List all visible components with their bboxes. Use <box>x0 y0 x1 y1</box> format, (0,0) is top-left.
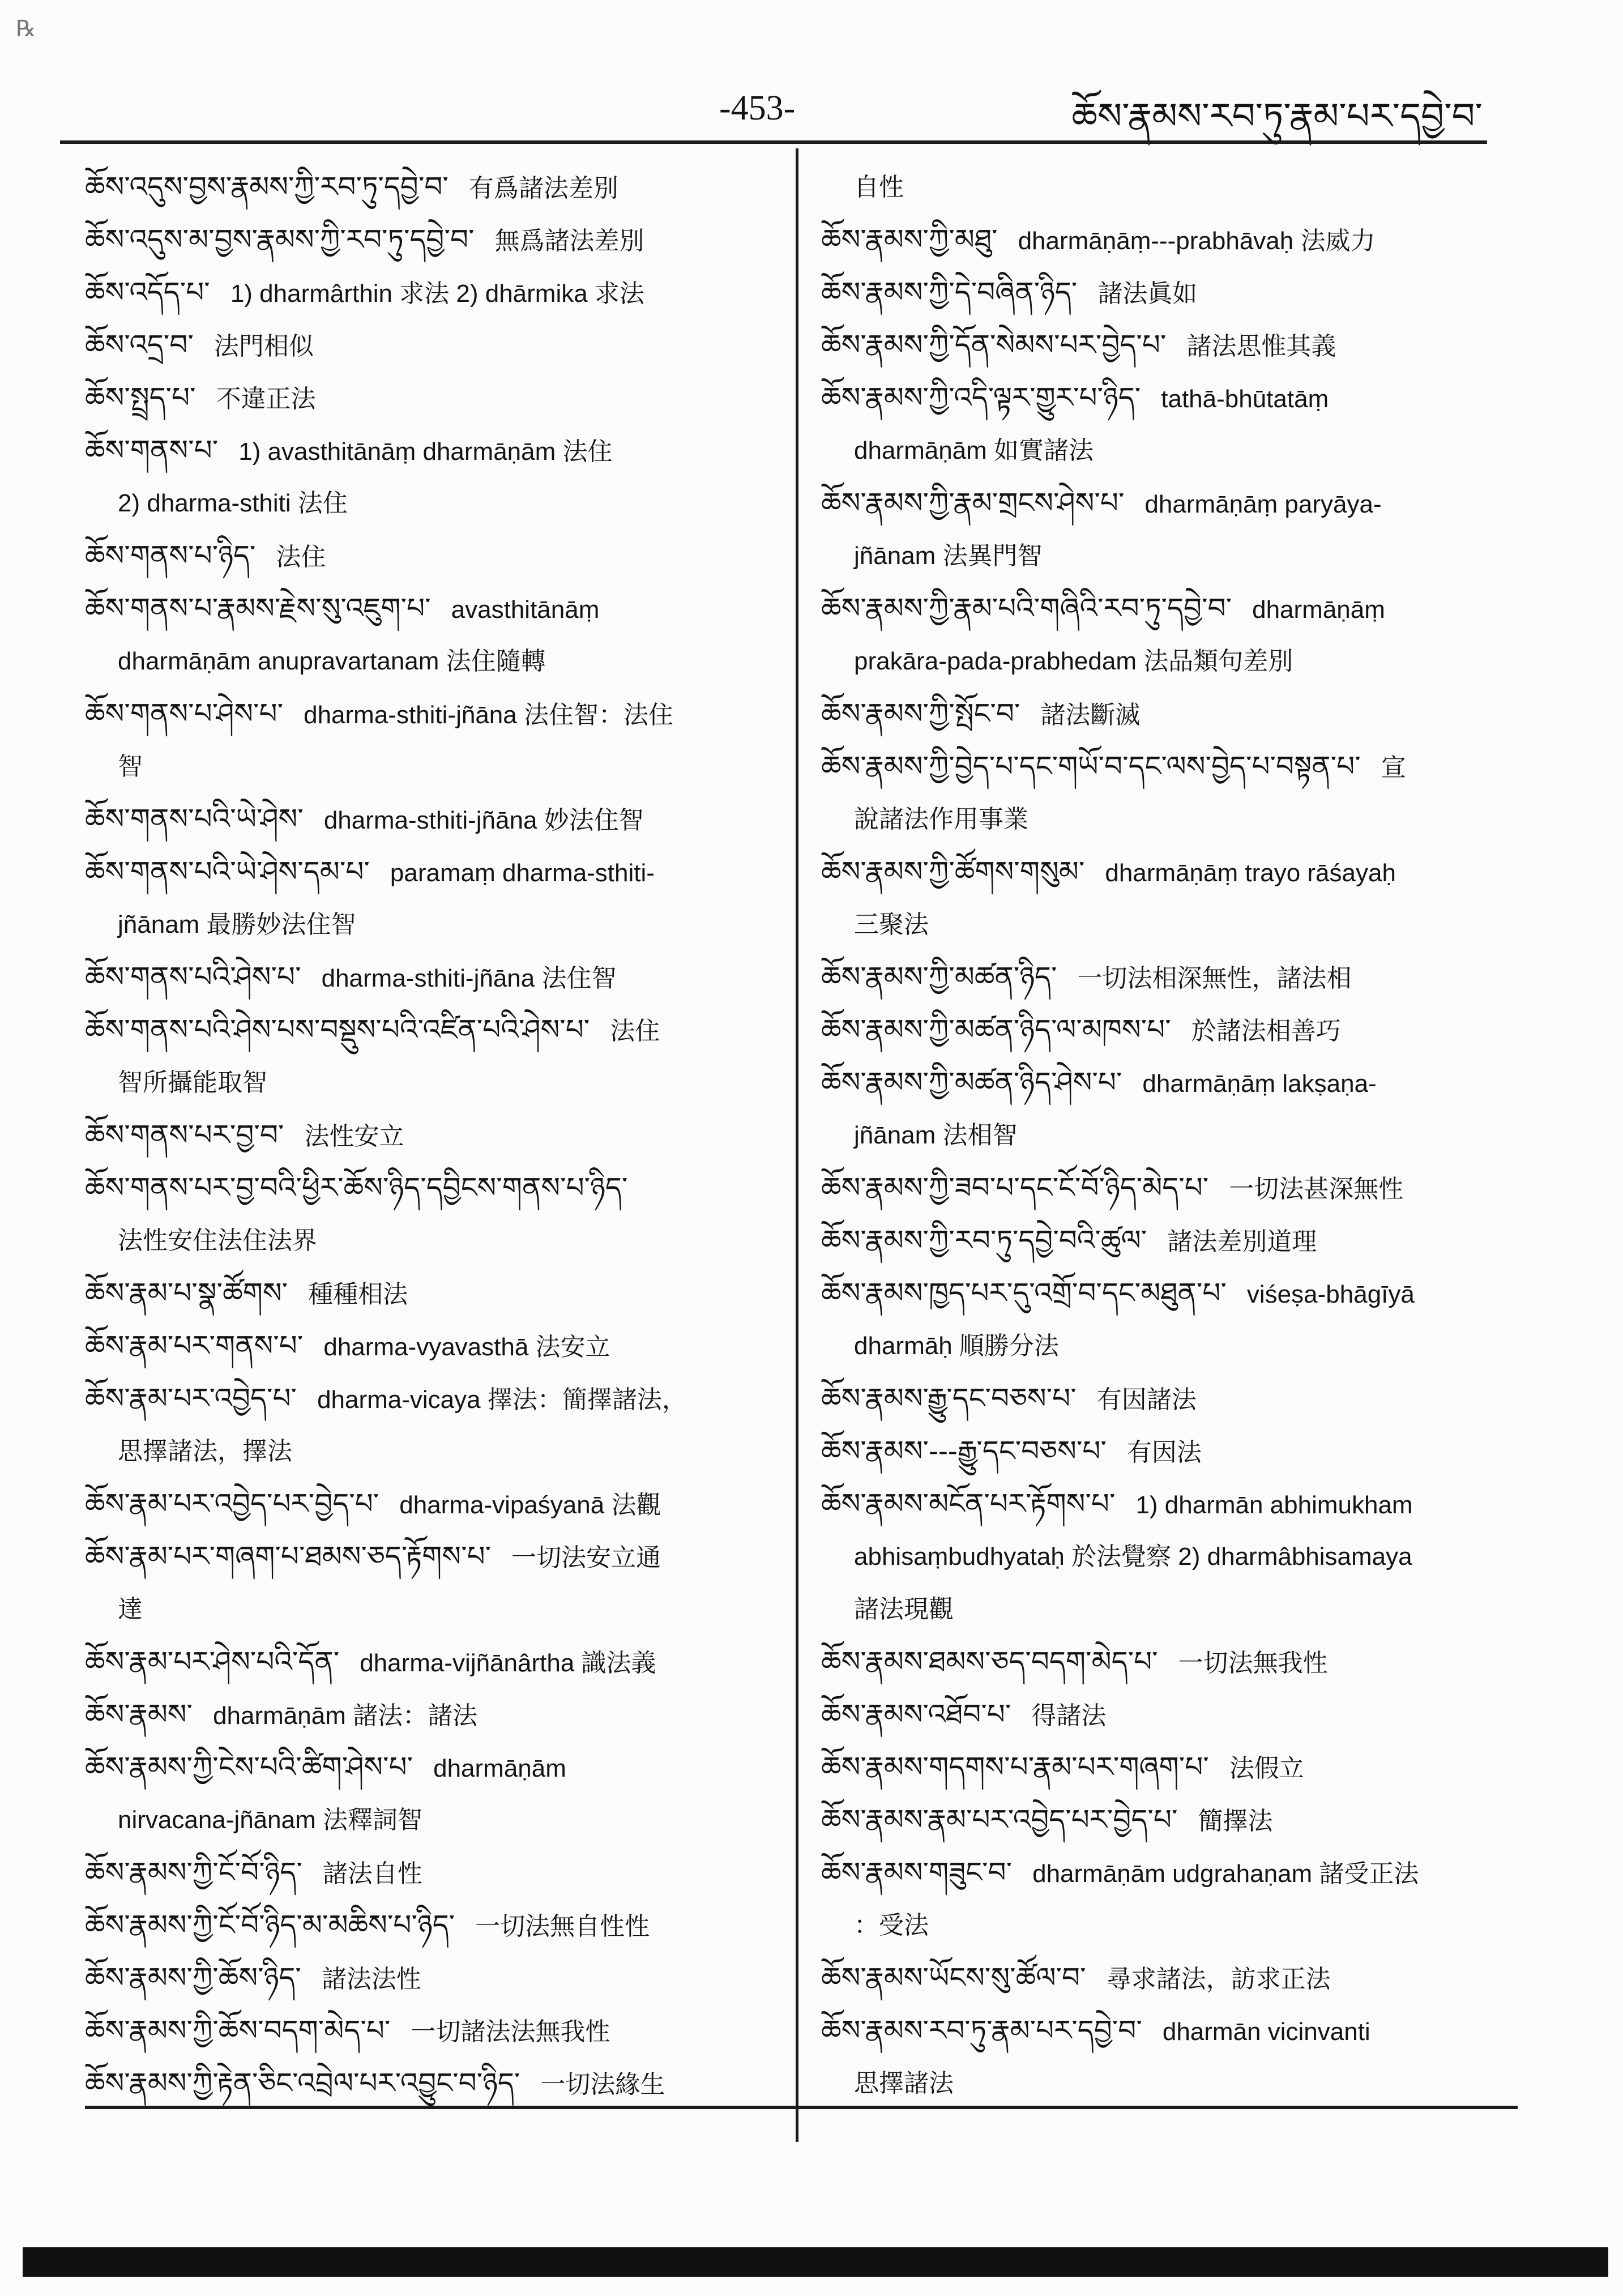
dictionary-entry <box>85 1530 776 1583</box>
dictionary-entry <box>821 477 1512 530</box>
entry-continuation <box>821 424 1512 477</box>
dictionary-entry <box>85 319 776 372</box>
entry-continuation <box>821 1899 1512 1952</box>
entry-gloss: dharmāṇāṃ lakṣaṇa- <box>1142 1070 1377 1098</box>
entry-continuation <box>85 1794 776 1846</box>
dictionary-entry <box>821 1162 1512 1214</box>
dictionary-entry <box>85 424 776 477</box>
tibetan-headword: ཆོས་རྣམས་ <box>85 1698 193 1731</box>
entry-gloss: dharma-sthiti-jñāna 法住智：法住 <box>304 701 673 729</box>
running-head: ཆོས་རྣམས་རབ་ཏུ་རྣམ་པར་དབྱེ་བ་ <box>1071 96 1483 138</box>
tibetan-headword: ཆོས་རྣམས་ཀྱི་རབ་ཏུ་དབྱེ་བའི་ཚུལ་ <box>821 1224 1147 1257</box>
tibetan-headword: ཆོས་རྣམས་ཀྱི་འདི་ལྟར་གྱུར་པ་ཉིད་ <box>821 381 1141 414</box>
dictionary-entry <box>821 1372 1512 1425</box>
entry-gloss: 諸法現觀 <box>854 1595 954 1623</box>
dictionary-entry <box>85 1741 776 1794</box>
dictionary-entry <box>85 846 776 898</box>
entry-gloss: 諸法差別道理 <box>1167 1228 1317 1256</box>
entry-gloss: dharmāṇām 諸法：諸法 <box>213 1702 478 1730</box>
dictionary-entry <box>85 793 776 846</box>
column-divider <box>796 148 798 2142</box>
tibetan-headword: ཆོས་རྣམ་པར་འབྱེད་པ་ <box>85 1382 297 1415</box>
tibetan-headword: ཆོས་སྤྲད་པ་ <box>85 381 196 414</box>
entry-gloss: 有因法 <box>1126 1439 1202 1466</box>
tibetan-headword: ཆོས་རྣམ་པ་སྣ་ཚོགས་ <box>85 1277 288 1309</box>
tibetan-headword: ཆོས་རྣམས་ཀྱི་བྱེད་པ་དང་གཡོ་བ་དང་ལས་བྱེད་པ་བསྟན་པ་ <box>821 750 1361 783</box>
entry-gloss: 一切法無我性 <box>1178 1649 1328 1677</box>
dictionary-entry <box>85 1372 776 1425</box>
entry-gloss: 宣 <box>1381 754 1406 782</box>
right-column <box>821 161 1512 2110</box>
tibetan-headword: ཆོས་རྣམས་རབ་ཏུ་རྣམ་པར་དབྱེ་བ་ <box>821 2014 1142 2047</box>
tibetan-headword: ཆོས་རྣམས་ཀྱི་ཚོགས་གསུམ་ <box>821 855 1085 888</box>
tibetan-headword: ཆོས་གནས་པར་བྱ་བའི་ཕྱིར་ཆོས་ཉིད་དབྱིངས་གནས་པ་ཉིད་ <box>85 1171 628 1204</box>
dictionary-entry <box>821 1952 1512 2004</box>
tibetan-headword: ཆོས་རྣམས་ཀྱི་ངོ་བོ་ཉིད་ <box>85 1856 302 1889</box>
tibetan-headword: ཆོས་རྣམས་---རྒྱུ་དང་བཅས་པ་ <box>821 1435 1107 1467</box>
dictionary-entry <box>85 1846 776 1899</box>
entry-gloss: dharmāṇāṃ paryāya- <box>1144 490 1382 518</box>
entry-gloss: dharma-sthiti-jñāna 妙法住智 <box>323 806 644 834</box>
entry-gloss: dharmāṇām <box>433 1755 566 1782</box>
entry-continuation <box>85 898 776 951</box>
tibetan-headword: ཆོས་རྣམས་ཀྱི་ངོ་བོ་ཉིད་མ་མཆིས་པ་ཉིད་ <box>85 1909 455 1941</box>
entry-gloss: tathā-bhūtatāṃ <box>1161 385 1329 413</box>
entry-gloss: nirvacana-jñānam 法釋詞智 <box>118 1806 422 1834</box>
entry-gloss: 說諸法作用事業 <box>854 805 1028 833</box>
entry-gloss: dharmāṇām udgrahaṇam 諸受正法 <box>1032 1860 1419 1888</box>
entry-continuation <box>85 1056 776 1109</box>
entry-gloss: abhisaṃbudhyataḥ 於法覺察 2) dharmâbhisamaya <box>854 1543 1412 1571</box>
dictionary-entry <box>85 1109 776 1162</box>
entry-continuation <box>85 1583 776 1636</box>
dictionary-entry <box>821 319 1512 372</box>
entry-gloss: 1) dharmān abhimukham <box>1135 1491 1413 1519</box>
entry-gloss: 達 <box>118 1595 143 1623</box>
entry-gloss: 法住 <box>610 1017 660 1045</box>
entry-continuation <box>85 635 776 688</box>
entry-gloss: dharmāṇām anupravartanam 法住隨轉 <box>118 647 546 675</box>
tibetan-headword: ཆོས་རྣམས་ཀྱི་རྣམ་པའི་གཞིའི་རབ་ཏུ་དབྱེ་བ་ <box>821 592 1232 625</box>
tibetan-headword: ཆོས་རྣམས་རྒྱུ་དང་བཅས་པ་ <box>821 1382 1077 1415</box>
tibetan-headword: ཆོས་རྣམས་ཀྱི་སྤོང་བ་ <box>821 697 1020 730</box>
dictionary-entry <box>821 1425 1512 1478</box>
tibetan-headword: ཆོས་རྣམས་ཀྱི་དོན་སེམས་པར་བྱེད་པ་ <box>821 328 1167 361</box>
tibetan-headword: ཆོས་རྣམས་ཡོངས་སུ་ཚོལ་བ་ <box>821 1961 1086 1994</box>
entry-continuation <box>821 530 1512 582</box>
entry-gloss: 1) avasthitānāṃ dharmāṇām 法住 <box>238 438 613 466</box>
entry-gloss: dharmāḥ 順勝分法 <box>854 1332 1059 1360</box>
entry-gloss: 諸法自性 <box>322 1860 422 1888</box>
dictionary-entry <box>821 582 1512 635</box>
tibetan-headword: ཆོས་འདུས་བྱས་རྣམས་ཀྱི་རབ་ཏུ་དབྱེ་བ་ <box>85 170 449 203</box>
tibetan-headword: ཆོས་རྣམས་ཀྱི་ཆོས་ཉིད་ <box>85 1961 301 1994</box>
dictionary-entry <box>821 1267 1512 1320</box>
entry-gloss: 種種相法 <box>308 1281 408 1308</box>
entry-gloss: dharma-vipaśyanā 法觀 <box>399 1491 661 1519</box>
tibetan-headword: ཆོས་གནས་པའི་ཤེས་པས་བསྡུས་པའི་འཛིན་པའི་ཤེས་པ་ <box>85 1013 590 1046</box>
entry-gloss: 一切法甚深無性 <box>1229 1175 1404 1203</box>
dictionary-entry <box>85 1004 776 1056</box>
entry-continuation <box>821 1109 1512 1162</box>
scan-edge-band <box>23 2247 1608 2277</box>
dictionary-entry <box>821 846 1512 898</box>
entry-gloss: 法門相似 <box>213 332 314 360</box>
tibetan-headword: ཆོས་རྣམས་ཀྱི་མཚན་ཉིད་ཤེས་པ་ <box>821 1066 1122 1099</box>
entry-gloss: 1) dharmârthin 求法 2) dhārmika 求法 <box>230 280 644 308</box>
dictionary-entry <box>821 1846 1512 1899</box>
bottom-rule <box>85 2106 1518 2109</box>
dictionary-entry <box>821 1056 1512 1109</box>
entry-continuation <box>821 2057 1512 2110</box>
tibetan-headword: ཆོས་གནས་པ་ <box>85 434 219 467</box>
dictionary-entry <box>821 266 1512 319</box>
entry-gloss: 一切法緣生 <box>540 2071 665 2098</box>
dictionary-entry <box>85 214 776 266</box>
dictionary-entry <box>85 1478 776 1530</box>
dictionary-entry <box>85 1688 776 1741</box>
dictionary-entry <box>821 688 1512 740</box>
dictionary-entry <box>821 1794 1512 1846</box>
tibetan-headword: ཆོས་རྣམས་ཀྱི་རྣམ་གྲངས་ཤེས་པ་ <box>821 486 1125 519</box>
entry-continuation <box>821 1320 1512 1372</box>
entry-gloss: paramaṃ dharma-sthiti- <box>390 859 655 887</box>
entry-continuation <box>821 161 1512 214</box>
dictionary-entry <box>85 530 776 582</box>
entry-gloss: 思擇諸法 <box>854 2069 954 2097</box>
entry-gloss: 有爲諸法差別 <box>468 174 618 202</box>
entry-gloss: 思擇諸法，擇法 <box>118 1437 292 1465</box>
entry-gloss: 於諸法相善巧 <box>1191 1017 1341 1045</box>
entry-continuation <box>821 635 1512 688</box>
tibetan-headword: ཆོས་རྣམ་པར་གནས་པ་ <box>85 1329 304 1362</box>
top-rule <box>60 140 1487 144</box>
dictionary-entry <box>85 161 776 214</box>
entry-gloss: dharma-vicaya 擇法：簡擇諸法， <box>317 1386 687 1414</box>
entry-gloss: jñānam 法相智 <box>854 1121 1018 1149</box>
tibetan-headword: ཆོས་རྣམས་གདགས་པ་རྣམ་པར་གཞག་པ་ <box>821 1751 1209 1783</box>
entry-gloss: dharma-vyavasthā 法安立 <box>323 1333 610 1361</box>
tibetan-headword: ཆོས་རྣམས་གཟུང་བ་ <box>821 1856 1013 1889</box>
dictionary-entry <box>85 688 776 740</box>
entry-gloss: 法假立 <box>1229 1755 1304 1782</box>
dictionary-entry <box>85 1162 776 1214</box>
tibetan-headword: ཆོས་རྣམ་པར་འབྱེད་པར་བྱེད་པ་ <box>85 1487 379 1520</box>
tibetan-headword: ཆོས་རྣམ་པར་ཤེས་པའི་དོན་ <box>85 1645 340 1678</box>
dictionary-entry <box>821 951 1512 1004</box>
tibetan-headword: ཆོས་རྣམས་ཀྱི་མཚན་ཉིད་ <box>821 961 1057 993</box>
tibetan-headword: ཆོས་རྣམས་མངོན་པར་རྟོགས་པ་ <box>821 1487 1116 1520</box>
dictionary-entry <box>85 1267 776 1320</box>
entry-gloss: jñānam 法異門智 <box>854 542 1043 570</box>
tibetan-headword: ཆོས་གནས་པ་ཉིད་ <box>85 539 256 572</box>
dictionary-entry <box>821 214 1512 266</box>
entry-gloss: dharmāṇāṃ <box>1252 596 1385 624</box>
entry-gloss: 諸法法性 <box>321 1965 421 1993</box>
entry-gloss: dharmāṇāṃ---prabhāvaḥ 法威力 <box>1018 227 1376 255</box>
dictionary-entry <box>85 1320 776 1372</box>
tibetan-headword: ཆོས་རྣམ་པར་གཞག་པ་ཐམས་ཅད་རྟོགས་པ་ <box>85 1540 492 1573</box>
tibetan-headword: ཆོས་རྣམས་ཀྱི་རྟེན་ཅིང་འབྲེལ་པར་འབྱུང་བ་ཉིད་ <box>85 2067 520 2099</box>
tibetan-headword: ཆོས་རྣམས་ཀྱི་མཐུ་ <box>821 223 998 256</box>
tibetan-headword: ཆོས་རྣམས་འཐོབ་པ་ <box>821 1698 1011 1731</box>
tibetan-headword: ཆོས་རྣམས་ཀྱི་མཚན་ཉིད་ལ་མཁས་པ་ <box>821 1013 1171 1046</box>
left-column <box>85 161 776 2110</box>
dictionary-entry <box>821 740 1512 793</box>
entry-continuation <box>85 477 776 530</box>
entry-gloss: dharmāṇām 如實諸法 <box>854 437 1094 464</box>
tibetan-headword: ཆོས་འདྲ་བ་ <box>85 328 194 361</box>
entry-continuation <box>85 1214 776 1267</box>
entry-gloss: 智 <box>118 753 143 780</box>
dictionary-entry <box>85 266 776 319</box>
dictionary-entry <box>85 2004 776 2057</box>
dictionary-entry <box>821 372 1512 424</box>
entry-gloss: dharma-vijñānârtha 識法義 <box>360 1649 656 1677</box>
entry-gloss: 不違正法 <box>216 385 316 413</box>
entry-continuation <box>821 1530 1512 1583</box>
scan-mark: ℞ <box>16 16 36 42</box>
entry-gloss: 法住 <box>276 543 326 571</box>
dictionary-entry <box>821 1688 1512 1741</box>
tibetan-headword: ཆོས་རྣམས་རྣམ་པར་འབྱེད་པར་བྱེད་པ་ <box>821 1803 1178 1836</box>
tibetan-headword: ཆོས་རྣམས་ཀྱི་ཟབ་པ་དང་ངོ་བོ་ཉིད་མེད་པ་ <box>821 1171 1209 1204</box>
entry-continuation <box>85 740 776 793</box>
tibetan-headword: ཆོས་འདུས་མ་བྱས་རྣམས་ཀྱི་རབ་ཏུ་དབྱེ་བ་ <box>85 223 475 256</box>
dictionary-entry <box>85 582 776 635</box>
tibetan-headword: ཆོས་རྣམས་ཀྱི་དེ་བཞིན་ཉིད་ <box>821 276 1078 309</box>
entry-gloss: 諸法思惟其義 <box>1186 332 1336 360</box>
dictionary-entry <box>821 2004 1512 2057</box>
tibetan-headword: ཆོས་རྣམས་ཀྱི་ངེས་པའི་ཚིག་ཤེས་པ་ <box>85 1751 413 1783</box>
tibetan-headword: ཆོས་གནས་པ་ཤེས་པ་ <box>85 697 284 730</box>
tibetan-headword: ཆོས་གནས་པར་བྱ་བ་ <box>85 1119 284 1151</box>
dictionary-entry <box>85 1636 776 1688</box>
entry-gloss: dharma-sthiti-jñāna 法住智 <box>321 965 617 992</box>
entry-gloss: viśeṣa-bhāgīyā <box>1246 1281 1415 1308</box>
dictionary-entry <box>85 372 776 424</box>
tibetan-headword: ཆོས་གནས་པ་རྣམས་རྗེས་སུ་འཇུག་པ་ <box>85 592 431 625</box>
entry-gloss: 法性安立 <box>304 1123 404 1150</box>
entry-continuation <box>821 1583 1512 1636</box>
entry-gloss: prakāra-pada-prabhedam 法品類句差別 <box>854 647 1293 675</box>
entry-gloss: avasthitānāṃ <box>451 596 600 624</box>
dictionary-entry <box>85 1952 776 2004</box>
page-number: -453- <box>719 89 796 127</box>
entry-gloss: 尋求諸法，訪求正法 <box>1106 1965 1331 1993</box>
tibetan-headword: ཆོས་གནས་པའི་ཡེ་ཤེས་ <box>85 803 304 835</box>
entry-gloss: dharmān vicinvanti <box>1162 2018 1370 2046</box>
dictionary-entry <box>85 1899 776 1952</box>
dictionary-entry <box>85 2057 776 2110</box>
entry-gloss: jñānam 最勝妙法住智 <box>118 911 356 938</box>
entry-gloss: 無爲諸法差別 <box>494 227 644 255</box>
entry-gloss: 自性 <box>854 173 904 201</box>
entry-gloss: ：受法 <box>854 1911 929 1939</box>
tibetan-headword: ཆོས་འདོད་པ་ <box>85 276 210 309</box>
entry-continuation <box>85 1425 776 1478</box>
entry-gloss: 智所攝能取智 <box>118 1069 267 1096</box>
entry-gloss: 得諸法 <box>1031 1702 1107 1730</box>
entry-gloss: dharmāṇāṃ trayo rāśayaḥ <box>1105 859 1396 887</box>
entry-gloss: 2) dharma-sthiti 法住 <box>118 489 348 517</box>
entry-gloss: 諸法斷滅 <box>1040 701 1141 729</box>
entry-gloss: 有因諸法 <box>1096 1386 1197 1414</box>
tibetan-headword: ཆོས་རྣམས་ཁྱད་པར་དུ་འགྲོ་བ་དང་མཐུན་པ་ <box>821 1277 1227 1309</box>
entry-gloss: 法性安住法住法界 <box>118 1227 317 1254</box>
entry-continuation <box>821 793 1512 846</box>
dictionary-entry <box>821 1004 1512 1056</box>
tibetan-headword: ཆོས་རྣམས་ཐམས་ཅད་བདག་མེད་པ་ <box>821 1645 1158 1678</box>
entry-gloss: 一切法相深無性，諸法相 <box>1077 965 1352 992</box>
entry-gloss: 一切法安立通 <box>511 1544 661 1572</box>
dictionary-entry <box>821 1636 1512 1688</box>
tibetan-headword: ཆོས་རྣམས་ཀྱི་ཆོས་བདག་མེད་པ་ <box>85 2014 391 2047</box>
dictionary-entry <box>821 1478 1512 1530</box>
page-header <box>0 68 1623 147</box>
entry-gloss: 一切諸法法無我性 <box>411 2018 610 2046</box>
dictionary-entry <box>85 951 776 1004</box>
tibetan-headword: ཆོས་གནས་པའི་ཤེས་པ་ <box>85 961 301 993</box>
entry-gloss: 三聚法 <box>854 911 929 938</box>
entry-gloss: 一切法無自性性 <box>475 1913 650 1940</box>
dictionary-entry <box>821 1214 1512 1267</box>
tibetan-headword: ཆོས་གནས་པའི་ཡེ་ཤེས་དམ་པ་ <box>85 855 370 888</box>
dictionary-entry <box>821 1741 1512 1794</box>
entry-gloss: 諸法眞如 <box>1097 280 1198 308</box>
entry-gloss: 簡擇法 <box>1198 1807 1273 1835</box>
entry-continuation <box>821 898 1512 951</box>
